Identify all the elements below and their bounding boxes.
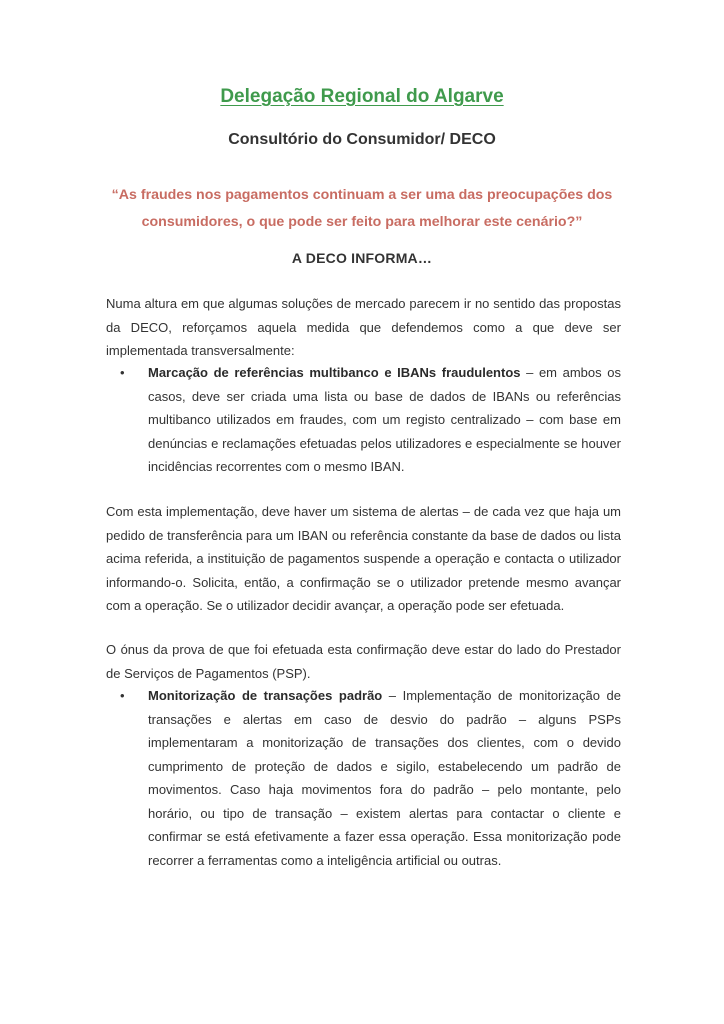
bullet-icon: • <box>120 365 125 380</box>
bullet-body: – em ambos os casos, deve ser criada uma lista ou base de dados de IBANs ou referências multibanco utilizados em fraudes, com um registo centralizado – com base em denúncias e reclamações efetuadas pelos utilizadores e especialmente se houver incidências recorrentes com o mesmo IBAN. <box>148 365 621 474</box>
bullet-body: – Implementação de monitorização de transações e alertas em caso de desvio do padrão – alguns PSPs implementaram a monitorização de transações dos clientes, com o devido cumprimento de proteção de dados e sigilo, estabelecendo um padrão de movimentos. Caso haja movimentos fora do padrão – pelo montante, pelo horário, ou tipo de transação – existem alertas para contactar o cliente e confirmar se está efetivamente a fazer essa operação. Essa monitorização pode recorrer a ferramentas como a inteligência artificial ou outras. <box>148 688 621 868</box>
document-title: Delegação Regional do Algarve <box>220 86 504 107</box>
headline-question: “As fraudes nos pagamentos continuam a ser uma das preocupações dos consumidores, o que pode ser feito para melhorar este cenário?” <box>111 187 613 230</box>
bullet-text <box>148 684 621 872</box>
bullet-lead: Monitorização de transações padrão <box>148 688 383 703</box>
paragraph-alerts: Com esta implementação, deve haver um sistema de alertas – de cada vez que haja um pedido de transferência para um IBAN ou referência constante da base de dados ou lista acima referida, a instituição de pagamentos suspende a operação e contacta o utilizador informando-o. Solicita, então, a confirmação se o utilizador pretende mesmo avançar com a operação. Se o utilizador decidir avançar, a operação pode ser efetuada. <box>106 504 621 613</box>
bullet-lead: Marcação de referências multibanco e IBANs fraudulentos <box>148 365 521 380</box>
bullet-text <box>148 361 621 479</box>
bullet-icon: • <box>120 688 125 703</box>
section-heading: A DECO INFORMA… <box>291 250 433 266</box>
paragraph-intro: Numa altura em que algumas soluções de mercado parecem ir no sentido das propostas da DECO, reforçamos aquela medida que defendemos como a que deve ser implementada transversalmente: <box>106 296 621 358</box>
document-subtitle: Consultório do Consumidor/ DECO <box>228 131 496 148</box>
paragraph-burden-of-proof: O ónus da prova de que foi efetuada esta confirmação deve estar do lado do Prestador de Serviços de Pagamentos (PSP). <box>106 642 621 681</box>
